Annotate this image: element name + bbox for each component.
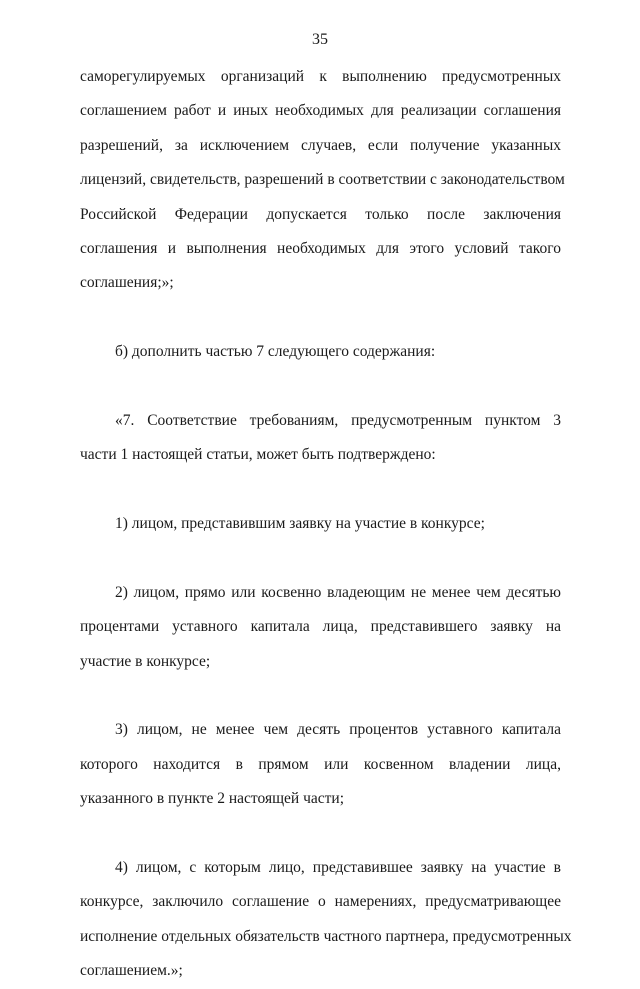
paragraph <box>80 404 561 473</box>
paragraph <box>80 576 561 679</box>
paragraph-spacing <box>80 541 561 575</box>
text-line: 2) лицом, прямо или косвенно владеющим не менее чем десятью <box>115 583 561 601</box>
text-line: участие в конкурсе; <box>80 652 211 670</box>
text-line: «7. Соответствие требованиям, предусмотренным пунктом 3 <box>115 411 561 429</box>
text-line: соглашением.»; <box>80 962 183 980</box>
paragraph <box>80 60 565 301</box>
paragraph <box>80 713 561 816</box>
paragraph-spacing <box>80 817 561 851</box>
text-line: саморегулируемых организаций к выполнению предусмотренных <box>80 68 561 85</box>
text-line: соглашением работ и иных необходимых для реализации соглашения <box>80 102 561 120</box>
paragraph-spacing <box>80 301 561 335</box>
text-line: указанного в пункте 2 настоящей части; <box>80 790 344 808</box>
text-line: б) дополнить частью 7 следующего содержания: <box>115 343 436 361</box>
paragraph-spacing <box>80 473 561 507</box>
text-line: разрешений, за исключением случаев, если получение указанных <box>80 136 561 154</box>
text-line: конкурсе, заключило соглашение о намерениях, предусматривающее <box>80 893 561 911</box>
text-line: 4) лицом, с которым лицо, представившее заявку на участие в <box>115 858 561 876</box>
paragraph <box>80 851 572 989</box>
text-line: 3) лицом, не менее чем десять процентов уставного капитала <box>115 721 561 739</box>
text-line: соглашения;»; <box>80 274 174 292</box>
text-line: процентами уставного капитала лица, представившего заявку на <box>80 618 561 636</box>
paragraph-spacing <box>80 679 561 713</box>
text-line: части 1 настоящей статьи, может быть подтверждено: <box>80 446 436 464</box>
text-line: исполнение отдельных обязательств частного партнера, предусмотренных <box>80 927 572 945</box>
page-number: 35 <box>312 31 328 48</box>
text-line: соглашения и выполнения необходимых для этого условий такого <box>80 239 561 257</box>
text-line: Российской Федерации допускается только после заключения <box>80 205 561 223</box>
document-body <box>80 60 572 989</box>
text-line: 1) лицом, представившим заявку на участие в конкурсе; <box>115 515 485 533</box>
paragraph-spacing <box>80 370 561 404</box>
paragraph <box>80 507 561 541</box>
text-line: которого находится в прямом или косвенном владении лица, <box>80 755 561 773</box>
paragraph <box>80 335 561 369</box>
text-line: лицензий, свидетельств, разрешений в соответствии с законодательством <box>80 171 565 189</box>
